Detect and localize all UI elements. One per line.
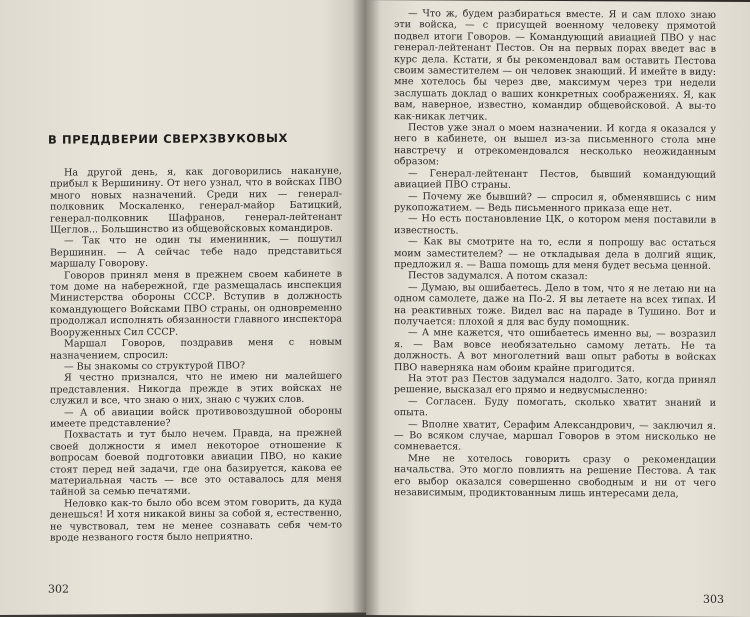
paragraph: Пестов уже знал о моем назначении. И когда я оказался у него в кабинете, он вышел из-за письменного стола мне навстречу и отрекомендовался несколько неожиданным образом: <box>394 122 716 168</box>
paragraph: Мне не хотелось говорить сразу о рекомендации начальства. Это могло повлиять на решение Пестова. А так его выбор оказался совершенно свободным и ни от чего независимым, продиктованным лишь интересами дела, <box>394 453 716 500</box>
paragraph: — Думаю, вы ошибаетесь. Дело в том, что я не летаю ни на одном самолете, даже на По-2. Я вы летаете на всех типах. И на реактивных тоже. Видел вас на параде в Тушино. Вот и получается: плохой я для вас буду помощник. <box>394 281 716 329</box>
paragraph: — Как вы смотрите на то, если я попрошу вас остаться моим заместителем? — не откладывая дела в долгий ящик, предложил я. — Ваша помощь для меня будет весьма ценной. <box>394 236 716 272</box>
paragraph: — А мне кажется, что ошибаетесь именно вы, — возразил я. — Вам вовсе необязательно самому летать. Не та должность. А вот многолетний ваш опыт работы в войсках ПВО наверняка нам обоим крайне пригодится. <box>394 327 716 375</box>
paragraph: Маршал Говоров, поздравив меня с новым назначением, спросил: <box>50 336 342 362</box>
right-page-body <box>394 8 716 500</box>
paragraph: — Так что не один ты именинник, — пошутил Вершинин. — А сейчас тебе надо представиться маршалу Говорову. <box>50 234 342 270</box>
page-number-right: 303 <box>703 592 724 606</box>
paragraph: Похвастать и тут было нечем. Правда, на прежней своей должности я имел некоторое отношение к вопросам боевой подготовки авиации ПВО, но какие стоят перед ней задачи, где она базируется, какова ее материальная часть — все это оставалось для меня тайной за семью печатями. <box>50 427 342 499</box>
page-number-left: 302 <box>48 582 69 596</box>
paragraph: — Вполне хватит, Серафим Александрович, — заключил я. — Во всяком случае, маршал Говоров в этом нисколько не сомневается. <box>394 418 716 453</box>
paragraph: — Но есть постановление ЦК, о котором меня поставили в известность. <box>394 213 716 237</box>
paragraph: — Что ж, будем разбираться вместе. Я и сам плохо знаю эти войска, — с присущей военному человеку прямотой подвел итоги Говоров. — Командующий авиацией ПВО у нас генерал-лейтенант Пестов. Он на первых порах введет вас в курс дела. Кстати, я бы рекомендовал вам оставить Пестова своим заместителем — он человек знающий. И имейте в виду: мне хотелось бы через две, максимум через три недели заслушать доклад о ваших конкретных соображениях. Я, как вам, наверное, известно, командир общевойсковой. А вы-то как-никак летчик. <box>394 8 716 123</box>
paragraph: — Согласен. Буду помогать, сколько хватит знаний и опыта. <box>394 396 716 419</box>
paragraph: — Почему же бывший? — спросил я, обменявшись с ним рукопожатием. — Ведь письменного приказа еще нет. <box>394 190 716 215</box>
paragraph: Неловко как-то было обо всем этом говорить, да куда денешься! И хотя никакой вины за собой я, естественно, не чувствовал, тем не менее сознавать себя чем-то вроде незваного гостя было неприятно. <box>50 496 342 544</box>
paragraph: Пестов задумался. А потом сказал: <box>408 270 588 283</box>
right-page <box>366 0 750 617</box>
paragraph: Я честно признался, что не имею ни малейшего представления. Никогда прежде в этих войсках не служил и все, что знаю о них, знаю с чужих слов. <box>50 370 342 407</box>
chapter-title: В ПРЕДДВЕРИИ СВЕРХЗВУКОВЫХ <box>48 130 288 147</box>
paragraph: На другой день, я, как договорились накануне, прибыл к Вершинину. От него узнал, что в войсках ПВО много новых назначений. Среди них — генерал-полковник Москаленко, генерал-майор Батицкий, генерал-полковник Шафранов, генерал-лейтенант Щеглов... Большинство из общевойсковых командиров. <box>50 165 342 236</box>
paragraph: — А об авиации войск противовоздушной обороны имеете представление? <box>50 405 342 430</box>
paragraph: Говоров принял меня в прежнем своем кабинете в том доме на набережной, где размещалась инспекция Министерства обороны СССР. Вступив в должность командующего Войсками ПВО страны, он одновременно продолжал исполнять обязанности главного инспектора Вооруженных Сил СССР. <box>50 268 342 339</box>
left-page-body <box>50 166 342 544</box>
left-page <box>0 0 366 615</box>
paragraph: — Вы знакомы со структурой ПВО? <box>64 360 246 373</box>
paragraph: На этот раз Пестов задумался надолго. Зато, когда принял решение, высказал его прямо и недвусмысленно: <box>394 373 716 397</box>
paragraph: — Генерал-лейтенант Пестов, бывший командующий авиацией ПВО страны. <box>394 167 716 191</box>
